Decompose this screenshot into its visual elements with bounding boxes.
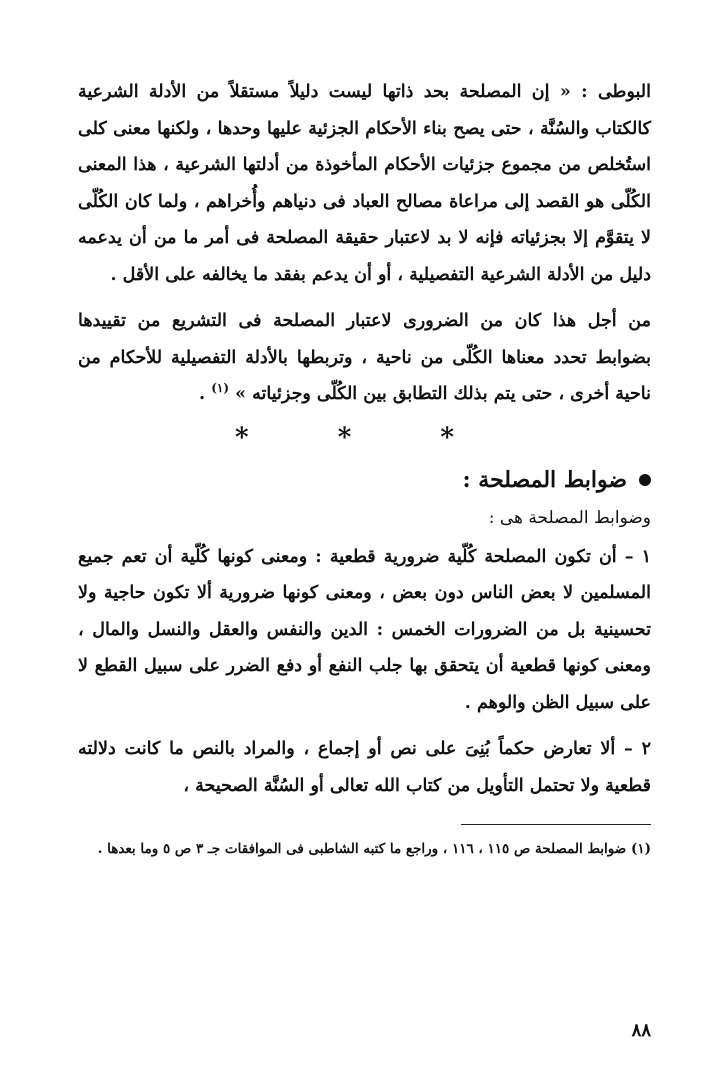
paragraph-text: من أجل هذا كان من الضرورى لاعتبار المصلحة فى التشريع من تقييدها بضوابط تحدد معناها الكُلّى من ناحية ، وتربطها بالأدلة التفصيلية للأحكام من ناحية أخرى ، حتى يتم بذلك التطابق بين الكُلّى وجزئياته » — [78, 311, 651, 404]
section-separator: * * * — [235, 422, 494, 453]
section-heading-text: ضوابط المصلحة : — [462, 466, 627, 493]
quote-paragraph: البوطى : « إن المصلحة بحد ذاتها ليست دليلاً مستقلاً من الأدلة الشرعية كالكتاب والسُنَّة ، حتى يصح بناء الأحكام الجزئية عليها وحدها ، ولكنها معنى كلى استُخلص من مجموع جزئيات الأحكام المأخوذة من أدلتها الشرعية ، هذا المعنى الكُلّى هو القصد إلى مراعاة مصالح العباد فى دنياهم وأُخراهم ، ولما كان الكُلّى لا يتقوَّم إلا بجزئياته فإنه لا بد لاعتبار حقيقة المصلحة فى أمر ما من أن يدعمه دليل من الأدلة الشرعية التفصيلية ، أو أن يدعم بفقد ما يخالفه على الأقل . — [78, 82, 651, 285]
list-item-1: ١ – أن تكون المصلحة كُلّية ضرورية قطعية : ومعنى كونها كُلّية أن تعم جميع المسلمين لا بعض الناس دون بعض ، ومعنى كونها ضرورية ألا تكون حاجية ولا تحسينية بل من الضرورات الخمس : الدين والنفس والعقل والنسل والمال ، ومعنى كونها قطعية أن يتحقق بها جلب النفع أو دفع الضرر على سبيل القطع لا على سبيل الظن والوهم . — [78, 546, 651, 713]
bullet-icon — [639, 474, 651, 486]
footnote-reference[interactable]: (١) — [211, 381, 230, 396]
book-page — [78, 74, 651, 1041]
list-item-2: ٢ – ألا تعارض حكماً بُنِىَ على نص أو إجماع ، والمراد بالنص ما كانت دلالته قطعية ولا تحتمل التأويل من كتاب الله تعالى أو السُنَّة الصحيحة ، — [78, 739, 651, 796]
paragraph-end-mark: . — [199, 384, 206, 404]
quote-paragraph-continued — [78, 303, 651, 413]
page-number: ٨٨ — [631, 1020, 651, 1041]
footnote-divider — [461, 824, 651, 825]
intro-line: وضوابط المصلحة هى : — [488, 507, 651, 528]
footnote: (١) ضوابط المصلحة ص ١١٥ ، ١١٦ ، وراجع ما كتبه الشاطبى فى الموافقات جـ ٣ ص ٥ وما بعدها . — [97, 841, 651, 857]
section-heading — [78, 461, 651, 499]
